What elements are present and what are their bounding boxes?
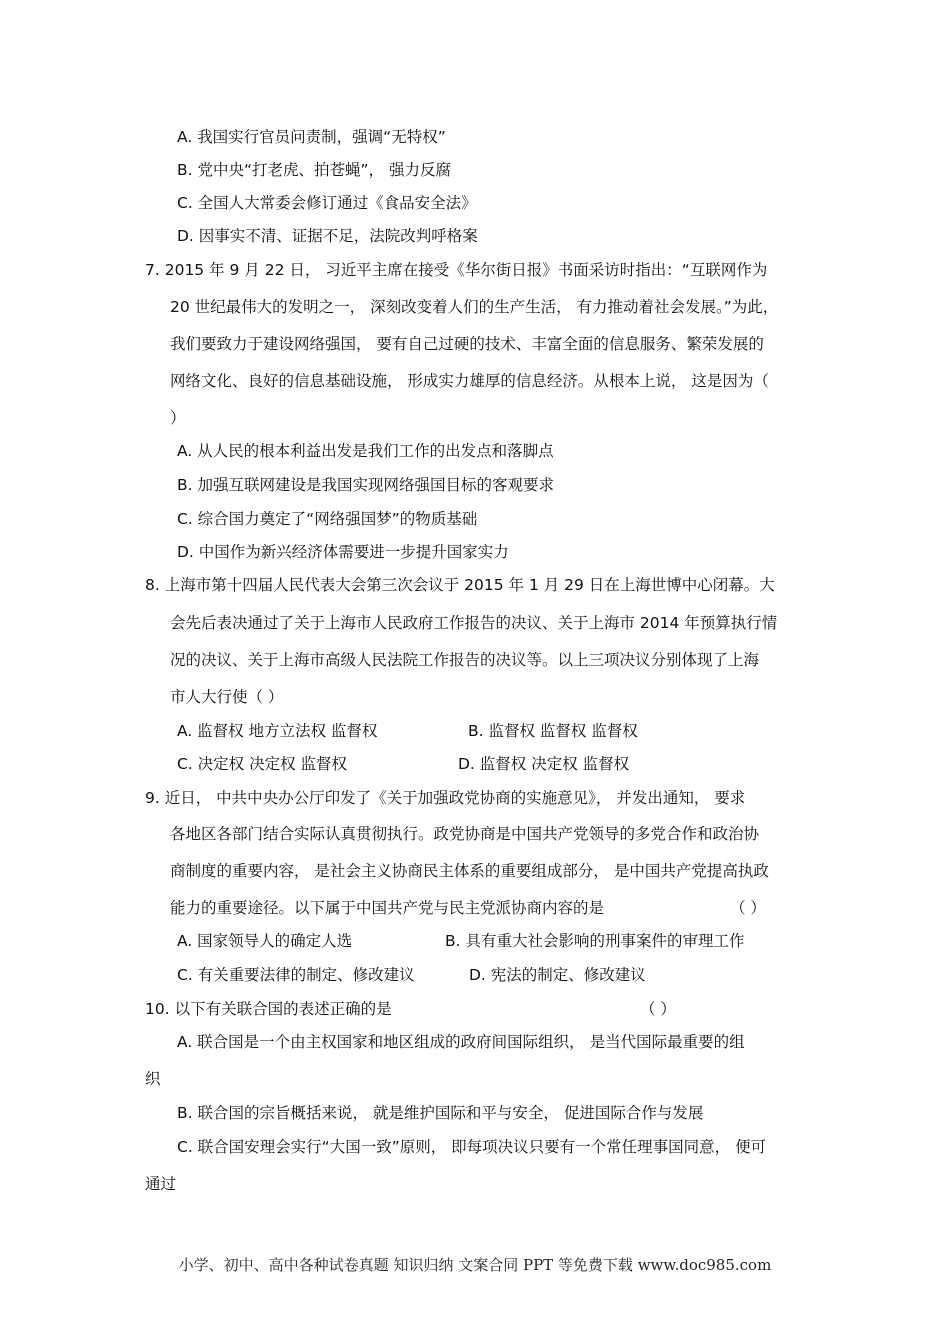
q8-option-c: C. 决定权 决定权 监督权 <box>177 755 348 773</box>
q6-option-b: B. 党中央“打老虎、拍苍蝇”， 强力反腐 <box>177 161 451 179</box>
q10-option-b: B. 联合国的宗旨概括来说， 就是维护国际和平与安全， 促进国际合作与发展 <box>177 1104 704 1122</box>
page-footer: 小学、初中、高中各种试卷真题 知识归纳 文案合同 PPT 等免费下载 www.doc985.com <box>178 1256 772 1274</box>
q8-option-a: A. 监督权 地方立法权 监督权 <box>177 722 378 740</box>
q10-option-a-line1: A. 联合国是一个由主权国家和地区组成的政府间国际组织， 是当代国际最重要的组 <box>177 1033 745 1051</box>
q8-stem-line3: 况的决议、关于上海市高级人民法院工作报告的决议等。以上三项决议分别体现了上海 <box>170 651 760 669</box>
q10-stem: 10. 以下有关联合国的表述正确的是 <box>145 1000 392 1018</box>
q9-option-c: C. 有关重要法律的制定、修改建议 <box>177 966 415 984</box>
q7-stem-line4: 网络文化、良好的信息基础设施， 形成实力雄厚的信息经济。从根本上说， 这是因为（ <box>170 372 769 390</box>
q7-option-d: D. 中国作为新兴经济体需要进一步提升国家实力 <box>177 543 509 561</box>
q6-option-a: A. 我国实行官员问责制，强调“无特权” <box>177 128 446 146</box>
q10-option-c-line2: 通过 <box>145 1175 177 1193</box>
q10-option-c-line1: C. 联合国安理会实行“大国一致”原则， 即每项决议只要有一个常任理事国同意， 便可 <box>177 1138 767 1156</box>
q7-option-b: B. 加强互联网建设是我国实现网络强国目标的客观要求 <box>177 476 554 494</box>
q8-option-b: B. 监督权 监督权 监督权 <box>468 722 638 740</box>
q7-stem-line2: 20 世纪最伟大的发明之一， 深刻改变着人们的生产生活， 有力推动着社会发展。”为此， <box>170 298 779 316</box>
q8-stem-line4: 市人大行使（ ） <box>170 688 284 706</box>
q9-option-d: D. 宪法的制定、修改建议 <box>469 966 646 984</box>
q9-stem-line3: 商制度的重要内容， 是社会主义协商民主体系的重要组成部分， 是中国共产党提高执政 <box>170 862 769 880</box>
q9-answer-bracket: （ ） <box>730 899 766 917</box>
q8-stem-line1: 8. 上海市第十四届人民代表大会第三次会议于 2015 年 1 月 29 日在上海世博中心闭幕。大 <box>145 576 775 594</box>
q6-option-c: C. 全国人大常委会修订通过《食品安全法》 <box>177 194 477 212</box>
q9-stem-line2: 各地区各部门结合实际认真贯彻执行。政党协商是中国共产党领导的多党合作和政治协 <box>170 825 760 843</box>
q9-stem-line4: 能力的重要途径。以下属于中国共产党与民主党派协商内容的是 <box>170 899 605 917</box>
q9-option-b: B. 具有重大社会影响的刑事案件的审理工作 <box>445 932 745 950</box>
q6-option-d: D. 因事实不清、证据不足，法院改判呼格案 <box>177 227 478 245</box>
q7-stem-line5: ） <box>170 409 186 427</box>
q7-stem-line1: 7. 2015 年 9 月 22 日， 习近平主席在接受《华尔街日报》书面采访时指出：“互联网作为 <box>145 261 768 279</box>
q7-stem-line3: 我们要致力于建设网络强国， 要有自己过硬的技术、丰富全面的信息服务、繁荣发展的 <box>170 335 764 353</box>
q10-option-a-line2: 织 <box>145 1070 161 1088</box>
q8-stem-line2: 会先后表决通过了关于上海市人民政府工作报告的决议、关于上海市 2014 年预算执行情 <box>170 614 778 632</box>
q8-option-d: D. 监督权 决定权 监督权 <box>458 755 630 773</box>
q9-option-a: A. 国家领导人的确定人选 <box>177 932 353 950</box>
q10-answer-bracket: （ ） <box>640 1000 676 1018</box>
q9-stem-line1: 9. 近日， 中共中央办公厅印发了《关于加强政党协商的实施意见》， 并发出通知， 要求 <box>145 789 746 807</box>
q7-option-a: A. 从人民的根本利益出发是我们工作的出发点和落脚点 <box>177 442 554 460</box>
q7-option-c: C. 综合国力奠定了“网络强国梦”的物质基础 <box>177 510 478 528</box>
